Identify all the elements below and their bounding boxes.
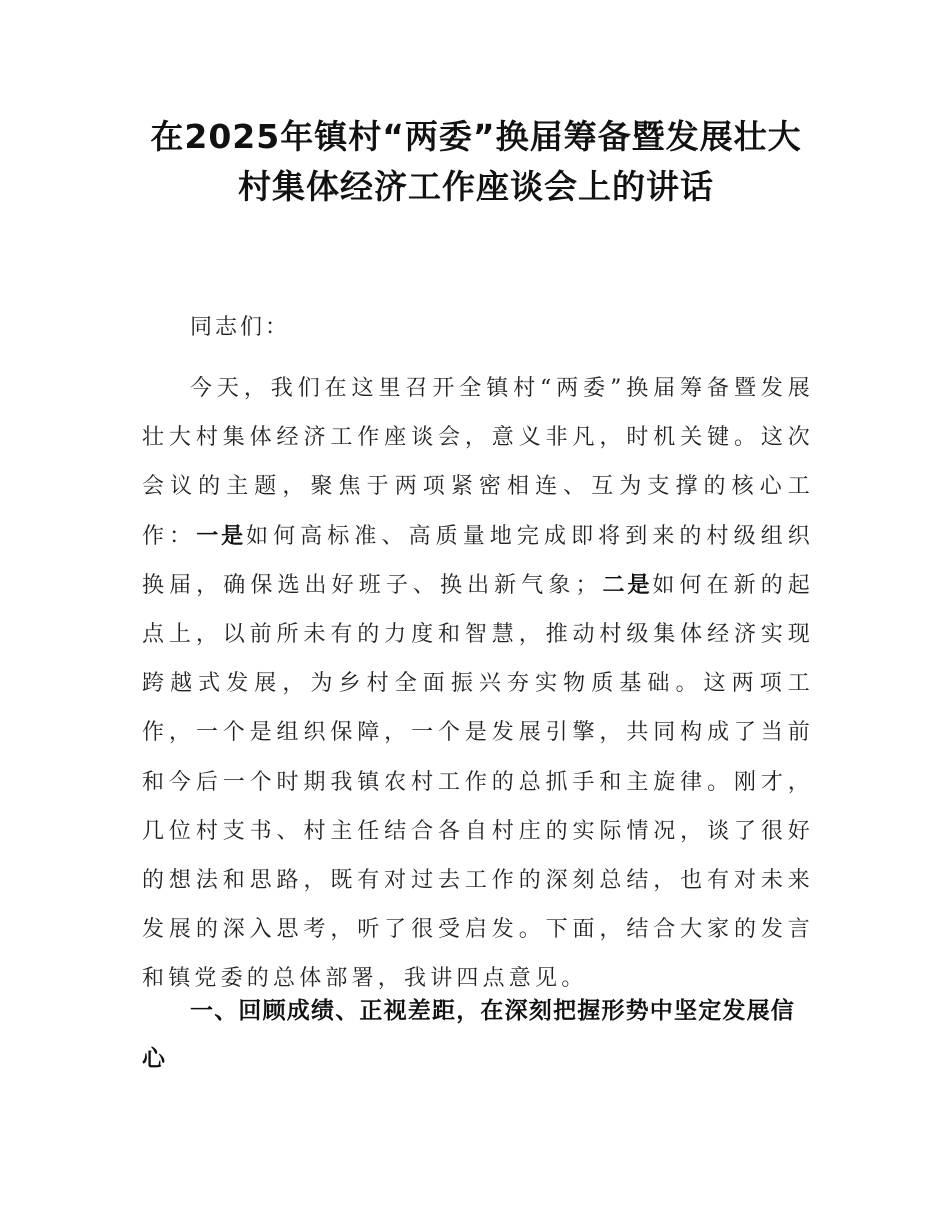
opening-paragraph <box>142 364 814 1004</box>
title-line-2: 村集体经济工作座谈会上的讲话 <box>238 167 714 206</box>
salutation: 同志们： <box>190 315 291 340</box>
paragraph-text-part-1: 今天，我们在这里召开全镇村“两委”换届筹备暨发展壮大村集体经济工作座谈会，意义非凡，时机关键。这次会议的主题，聚焦于两项紧密相连、互为支撑的核心工作： <box>142 376 814 549</box>
point-marker-second: 二是 <box>601 572 653 598</box>
document-title <box>140 112 812 212</box>
paragraph-text-part-3: 如何在新的起点上，以前所未有的力度和智慧，推动村级集体经济实现跨越式发展，为乡村全面振兴夯实物质基础。这两项工作，一个是组织保障，一个是发展引擎，共同构成了当前和今后一个时期我镇农村工作的总抓手和主旋律。刚才，几位村支书、村主任结合各自村庄的实际情况，谈了很好的想法和思路，既有对过去工作的深刻总结，也有对未来发展的深入思考，听了很受启发。下面，结合大家的发言和镇党委的总体部署，我讲四点意见。 <box>142 572 814 992</box>
section-heading-1: 一、回顾成绩、正视差距，在深刻把握形势中坚定发展信心 <box>142 998 795 1072</box>
point-marker-first: 一是 <box>196 523 246 549</box>
title-line-1: 在2025年镇村“两委”换届筹备暨发展壮大 <box>150 117 802 156</box>
paragraph-text-part-2: 如何高标准、高质量地完成即将到来的村级组织换届，确保选出好班子、换出新气象； <box>142 523 814 598</box>
